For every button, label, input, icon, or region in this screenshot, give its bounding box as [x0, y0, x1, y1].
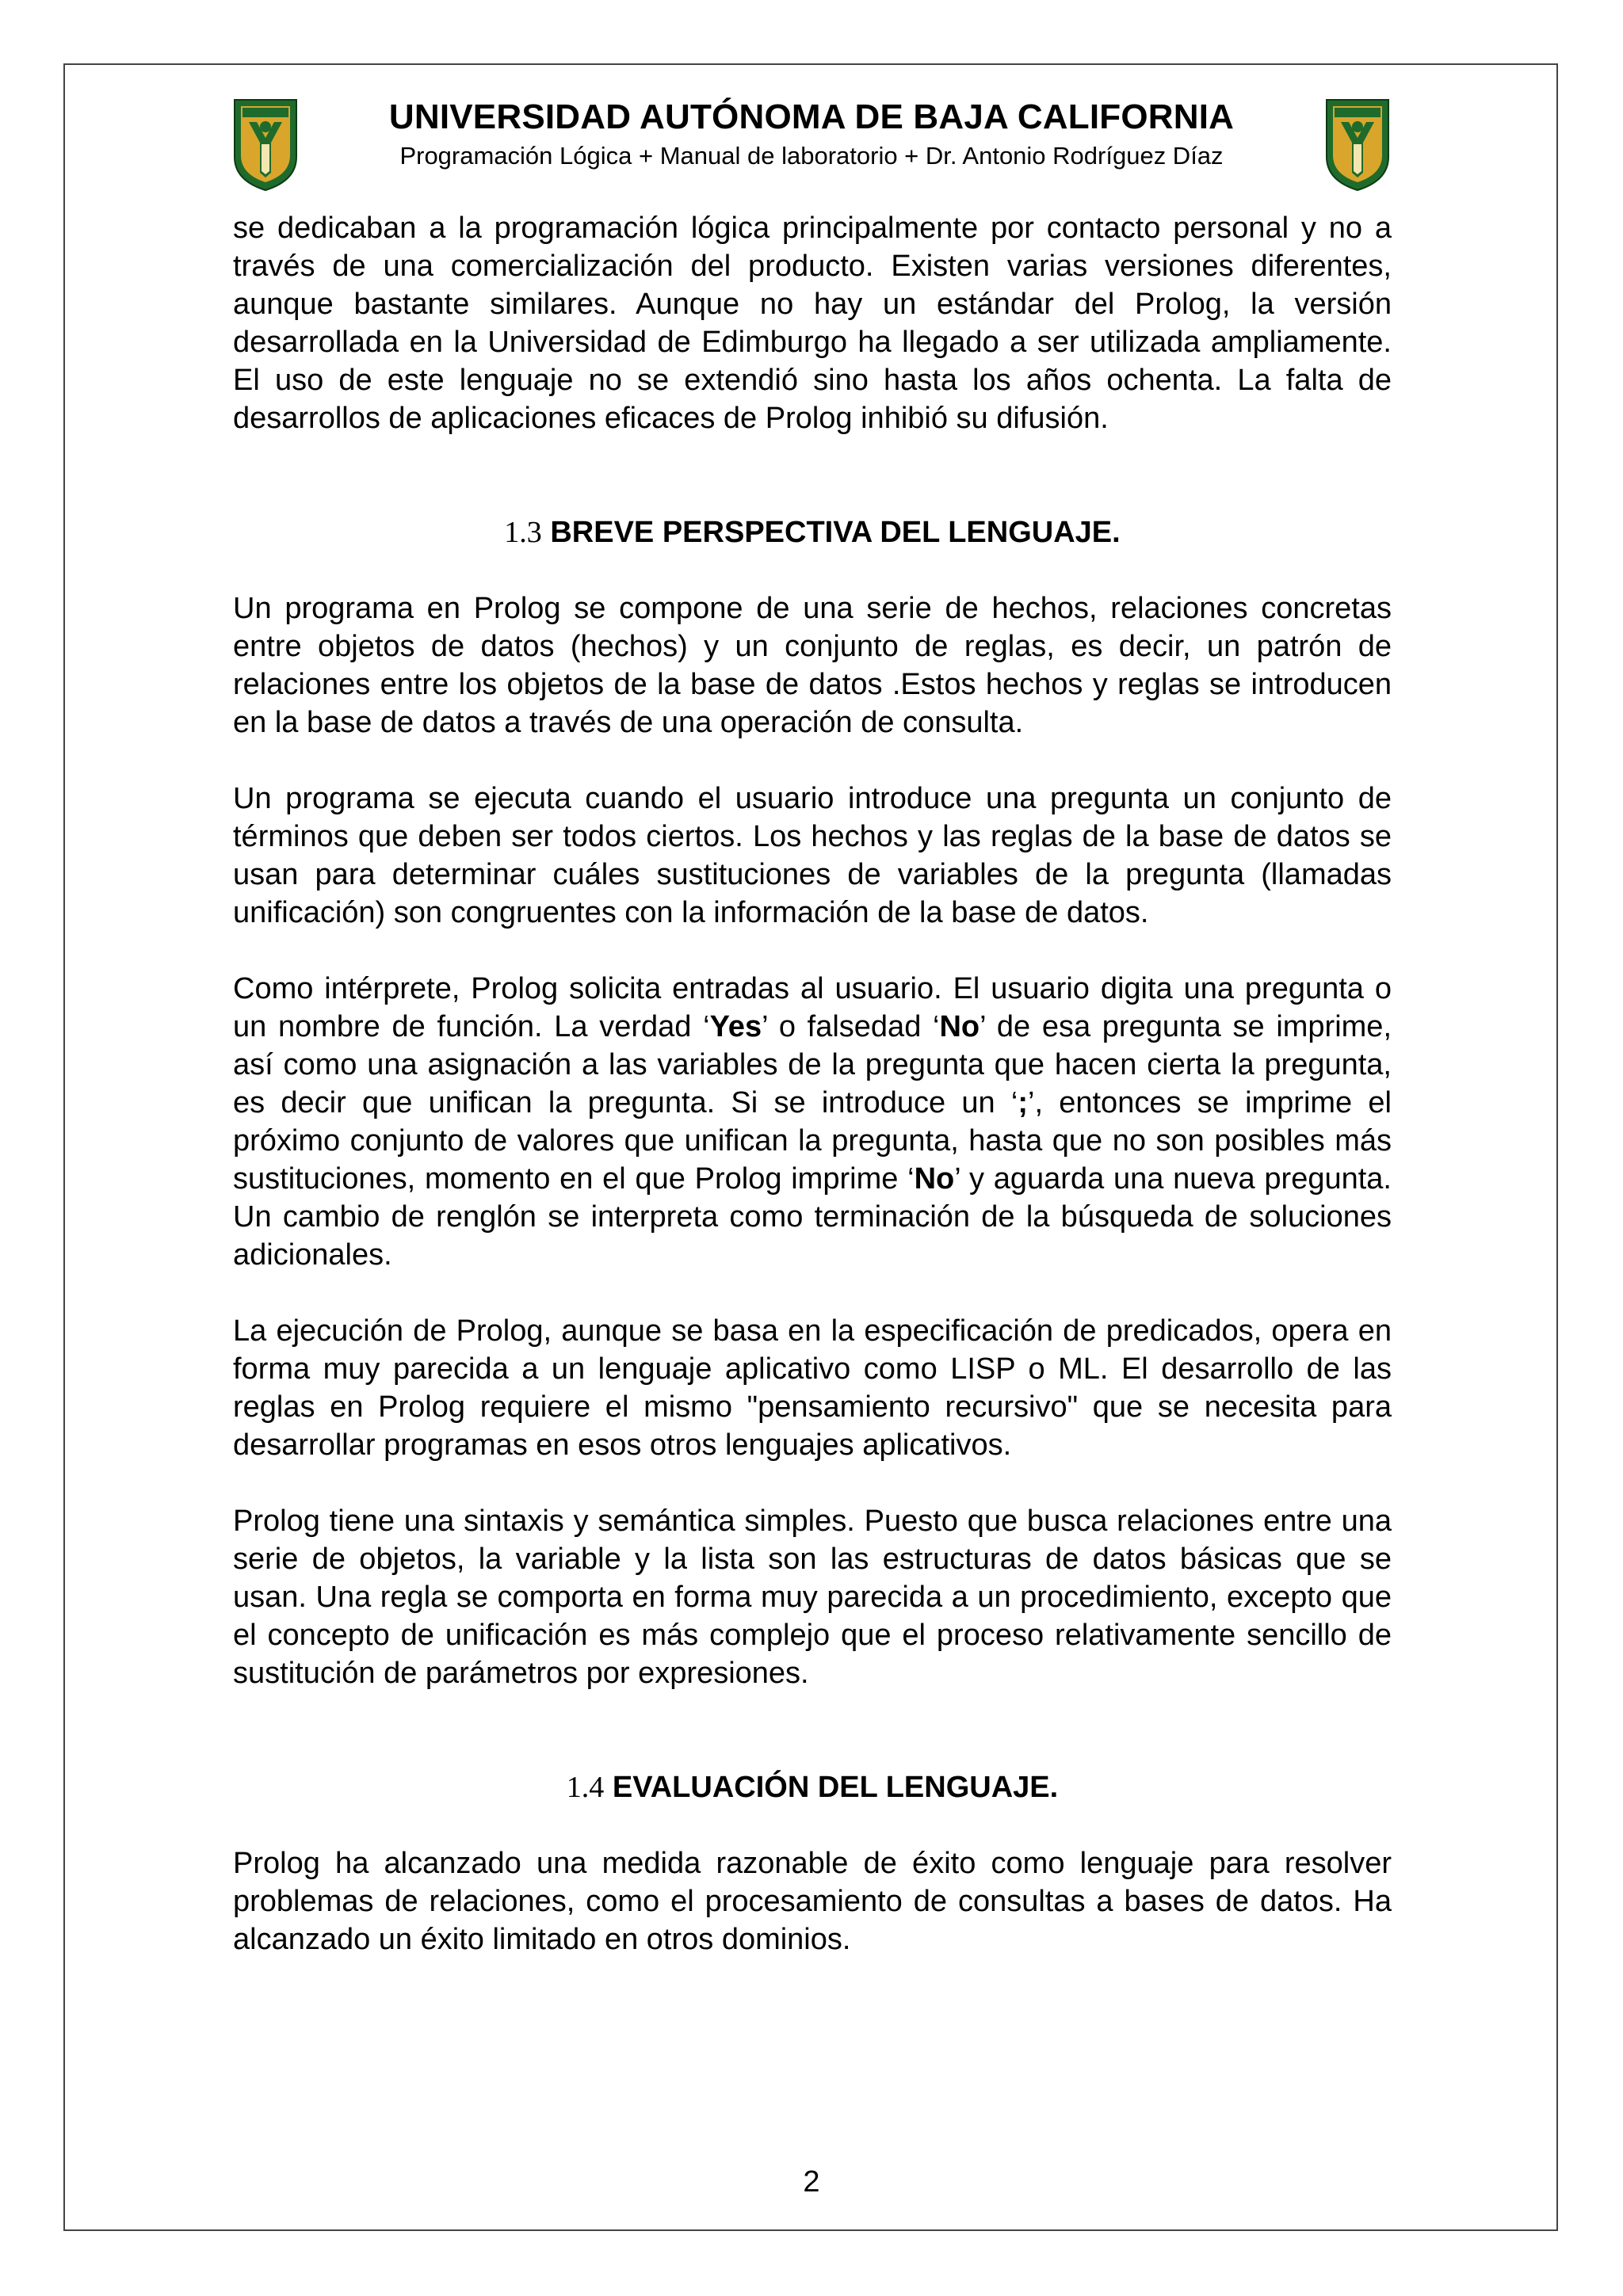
section-heading-1-4: [233, 1768, 1392, 1806]
paragraph: Un programa se ejecuta cuando el usuario introduce una pregunta un conjunto de términos que deben ser todos ciertos. Los hechos y las reglas de la base de datos se usan para determinar cuáles sustituciones de variables de la pregunta (llamadas unificación) son congruentes con la información de la base de datos.: [233, 782, 1392, 929]
paragraph: La ejecución de Prolog, aunque se basa en la especificación de predicados, opera en forma muy parecida a un lenguaje aplicativo como LISP o ML. El desarrollo de las reglas en Prolog requiere el mismo "pensamiento recursivo" que se necesita para desarrollar programas en esos otros lenguajes aplicativos.: [233, 1314, 1392, 1462]
section-heading-1-3: [233, 513, 1392, 551]
section-title: EVALUACIÓN DEL LENGUAJE.: [612, 1771, 1059, 1804]
university-crest-right-icon: [1323, 95, 1392, 193]
bold-yes: Yes: [709, 1010, 762, 1043]
text-run: Como intérprete, Prolog solicita entradas al usuario. El usuario digita una pregunta o un nombre de función. La verdad ‘: [233, 972, 1392, 1043]
bold-no: No: [939, 1010, 980, 1043]
section-number: 1.4: [566, 1771, 605, 1804]
paragraph: Prolog ha alcanzado una medida razonable de éxito como lenguaje para resolver problemas de relaciones, como el procesamiento de consultas a bases de datos. Ha alcanzado un éxito limitado en otros dominios.: [233, 1847, 1392, 1956]
page-content: [233, 209, 1392, 1958]
text-run: ’ y aguarda una nueva pregunta. Un cambio de renglón se interpreta como terminación de la búsqueda de soluciones adicionales.: [233, 1162, 1392, 1272]
text-run: ’ o falsedad ‘: [762, 1010, 940, 1043]
paragraph: Prolog tiene una sintaxis y semántica simples. Puesto que busca relaciones entre una serie de objetos, la variable y la lista son las estructuras de datos básicas que se usan. Una regla se comporta en forma muy parecida a un procedimiento, excepto que el concepto de unificación es más complejo que el proceso relativamente sencillo de sustitución de parámetros por expresiones.: [233, 1505, 1392, 1690]
text-run: ’ de esa pregunta se imprime, así como una asignación a las variables de la pregunta que hacen cierta la pregunta, es decir que unifican la pregunta. Si se introduce un ‘: [233, 1010, 1392, 1119]
paragraph-interpreter: [233, 970, 1392, 1274]
intro-paragraph: se dedicaban a la programación lógica principalmente por contacto personal y no a través de una comercialización del producto. Existen varias versiones diferentes, aunque bastante similares. Aunque no hay un estándar del Prolog, la versión desarrollada en la Universidad de Edimburgo ha llegado a ser utilizada ampliamente. El uso de este lenguaje no se extendió sino hasta los años ochenta. La falta de desarrollos de aplicaciones eficaces de Prolog inhibió su difusión.: [233, 212, 1392, 435]
header-subtitle: Programación Lógica + Manual de laboratorio + Dr. Antonio Rodríguez Díaz: [399, 142, 1224, 170]
section-title: BREVE PERSPECTIVA DEL LENGUAJE.: [550, 516, 1121, 549]
header-title: UNIVERSIDAD AUTÓNOMA DE BAJA CALIFORNIA: [388, 97, 1235, 136]
text-run: ’, entonces se imprime el próximo conjunto de valores que unifican la pregunta, hasta que no son posibles más sustituciones, momento en el que Prolog imprime ‘: [233, 1086, 1392, 1196]
bold-semicolon: ;: [1018, 1086, 1028, 1119]
section-number: 1.3: [504, 516, 542, 549]
paragraph: Un programa en Prolog se compone de una serie de hechos, relaciones concretas entre objetos de datos (hechos) y un conjunto de reglas, es decir, un patrón de relaciones entre los objetos de la base de datos .Estos hechos y reglas se introducen en la base de datos a través de una operación de consulta.: [233, 592, 1392, 739]
page-number: 2: [803, 2165, 820, 2199]
university-crest-left-icon: [231, 95, 300, 193]
bold-no: No: [914, 1162, 955, 1196]
